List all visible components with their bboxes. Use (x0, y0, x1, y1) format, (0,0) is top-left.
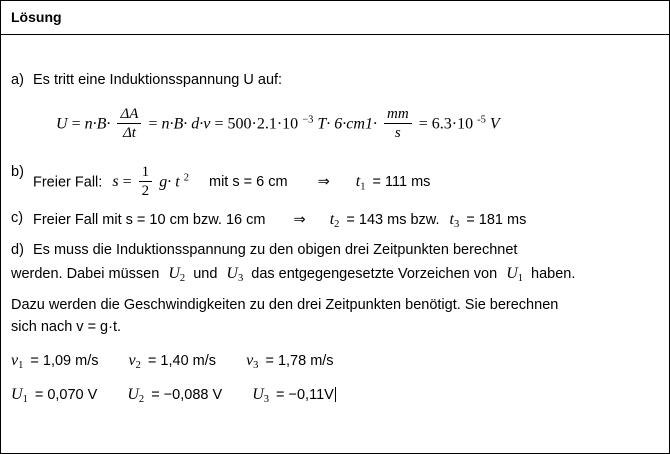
formula-term-5: 6.3·10 (431, 115, 474, 133)
item-d-line2-part-d: haben. (531, 266, 576, 282)
voltage-U3-value: = −0,11V (276, 387, 334, 403)
item-b-result: = 111 ms (372, 174, 431, 191)
fraction-denominator: Δt (117, 123, 141, 142)
formula-term-1: n·B· (84, 115, 111, 133)
item-b-text (33, 164, 430, 201)
voltage-U2-subscript: 2 (138, 394, 145, 405)
item-c-result-3: = 181 ms (466, 212, 527, 228)
item-d-line2-part-c: das entgegengesetzte Vorzeichen von (251, 266, 498, 282)
item-a-text: Es tritt eine Induktionsspannung U auf: (33, 72, 283, 88)
title-divider (1, 34, 669, 35)
formula-term-2: n·B· d·v (161, 115, 211, 133)
fraction-numerator: 1 (141, 164, 150, 180)
formula-term-4: T· 6·cm1· (317, 115, 377, 133)
item-d-line-1: Es muss die Induktionsspannung zu den obigen drei Zeitpunkten berechnet (33, 242, 518, 258)
item-d-label: d) (11, 242, 24, 258)
voltage-U3-subscript: 3 (263, 394, 269, 405)
voltage-U1-subscript: 1 (22, 394, 28, 405)
item-c-text (33, 210, 526, 232)
item-d-U3: U (226, 265, 238, 282)
text-cursor (335, 387, 336, 402)
fraction-denominator: s (384, 123, 412, 142)
item-d-U1: U (506, 265, 518, 282)
item-c-t3: t (449, 211, 454, 228)
formula-exponent-1: −3 (302, 114, 314, 126)
velocity-v3: v (246, 352, 254, 369)
item-c-label: c) (11, 210, 24, 226)
voltage-U3: U (252, 386, 264, 403)
voltage-results (11, 385, 336, 407)
velocity-v2-subscript: 2 (135, 360, 141, 371)
voltage-U1-value: = 0,070 V (34, 387, 98, 403)
formula-lhs: U (56, 115, 68, 133)
item-b-g: g· (159, 173, 172, 191)
formula-eq-3: = (214, 115, 224, 133)
item-b-arrow: ⇒ (317, 174, 330, 191)
item-b-t-exponent: 2 (183, 172, 189, 184)
item-d-U2: U (168, 265, 180, 282)
item-b-eq: = (122, 173, 132, 191)
velocity-v3-value: = 1,78 m/s (265, 353, 334, 369)
item-c-intro: Freier Fall mit s = 10 cm bzw. 16 cm (33, 212, 266, 228)
item-d-U1-subscript: 1 (517, 273, 523, 284)
item-b-fraction-half (139, 163, 153, 200)
item-c-t2-subscript: 2 (334, 219, 340, 230)
item-d-line2-part-a: werden. Dabei müssen (11, 266, 160, 282)
formula-unit: V (489, 115, 500, 133)
formula-eq-4: = (418, 115, 428, 133)
velocity-v3-subscript: 3 (253, 360, 259, 371)
formula-exponent-2: -5 (477, 114, 486, 126)
fraction-numerator: mm (386, 106, 409, 122)
item-b-t1-subscript: 1 (360, 181, 366, 193)
item-b-condition: mit s = 6 cm (208, 174, 288, 191)
item-b-t: t (175, 173, 180, 191)
velocity-v1: v (11, 352, 19, 369)
velocity-v1-subscript: 1 (18, 360, 24, 371)
item-c-arrow: ⇒ (293, 212, 306, 228)
item-c-t3-subscript: 3 (454, 219, 460, 230)
formula-fraction-da-dt (117, 105, 141, 142)
item-d-U2-subscript: 2 (179, 273, 186, 284)
voltage-U2-value: = −0,088 V (151, 387, 223, 403)
formula-term-3: 500·2.1·10 (227, 115, 299, 133)
item-b-s: s (112, 173, 119, 191)
item-c-t2: t (329, 211, 335, 228)
velocity-v2-value: = 1,40 m/s (147, 353, 217, 369)
fraction-numerator: ΔA (120, 106, 139, 122)
fraction-denominator: 2 (139, 181, 153, 200)
explanation-line-1: Dazu werden die Geschwindigkeiten zu den drei Zeitpunkten benötigt. Sie berechnen (11, 297, 559, 313)
formula-eq-2: = (148, 115, 158, 133)
page-title: Lösung (11, 9, 62, 25)
velocity-results (11, 351, 334, 373)
voltage-U1: U (11, 386, 23, 403)
item-b-label: b) (11, 164, 24, 180)
item-a-label: a) (11, 72, 24, 88)
formula-fraction-mm-s (384, 105, 412, 142)
voltage-U2: U (127, 386, 139, 403)
velocity-v1-value: = 1,09 m/s (30, 353, 99, 369)
item-d-line2-part-b: und (193, 266, 218, 282)
item-c-result-2: = 143 ms bzw. (346, 212, 440, 228)
item-a-formula (56, 106, 500, 143)
explanation-line-2: sich nach v = g·t. (11, 319, 122, 335)
item-d-U3-subscript: 3 (237, 273, 244, 284)
formula-eq-1: = (71, 115, 81, 133)
velocity-v2: v (128, 352, 136, 369)
item-d-line-2 (11, 264, 575, 286)
item-b-intro: Freier Fall: (33, 174, 103, 191)
item-b-t1: t (355, 173, 361, 191)
